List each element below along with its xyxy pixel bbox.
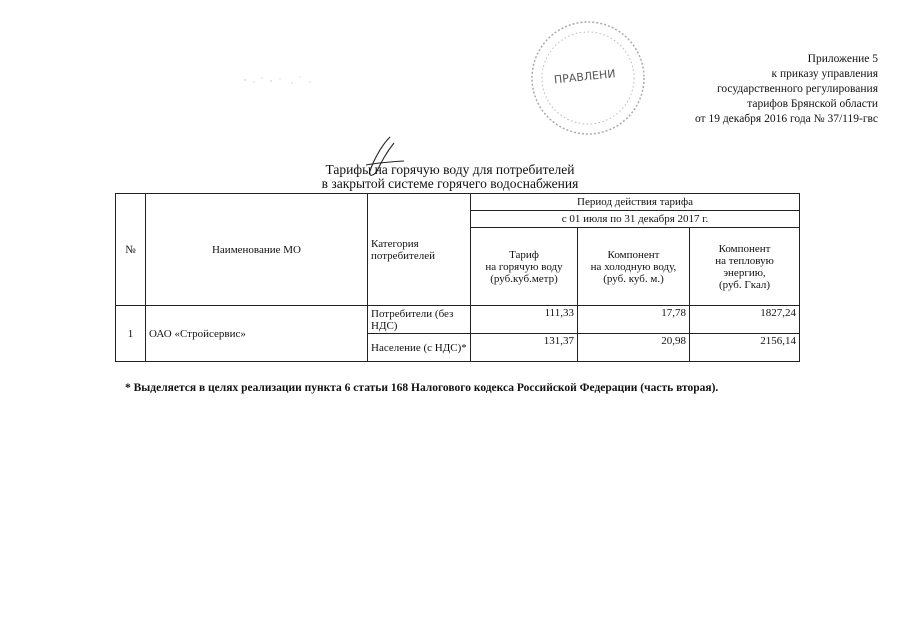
- appendix-header: [695, 52, 878, 127]
- row-heat: 2156,14: [690, 334, 800, 362]
- svg-text:ПРАВЛЕНИ: ПРАВЛЕНИ: [553, 67, 617, 87]
- row-tariff: 111,33: [471, 306, 578, 334]
- appendix-line: государственного регулирования: [716, 83, 878, 95]
- row-category: Потребители (без НДС): [368, 306, 471, 334]
- header-period: Период действия тарифа: [471, 194, 800, 211]
- row-cold: 17,78: [578, 306, 690, 334]
- row-name: ОАО «Стройсервис»: [146, 306, 368, 362]
- row-tariff: 131,37: [471, 334, 578, 362]
- row-cold: 20,98: [578, 334, 690, 362]
- footnote: * Выделяется в целях реализации пункта 6 статьи 168 Налогового кодекса Российской Федерации (часть вторая).: [125, 382, 719, 394]
- appendix-line: от 19 декабря 2016 года № 37/119-гвс: [694, 113, 878, 125]
- appendix-line: к приказу управления: [771, 68, 878, 80]
- header-name: Наименование МО: [146, 194, 368, 306]
- row-category: Население (с НДС)*: [368, 334, 471, 362]
- table-header-row: [116, 194, 800, 211]
- header-cold-component: Компонент на холодную воду, (руб. куб. м.): [578, 228, 690, 306]
- official-stamp: [528, 18, 648, 138]
- header-heat-component: Компонент на тепловую энергию, (руб. Гкал): [690, 228, 800, 306]
- table-row: [116, 306, 800, 334]
- appendix-line: тарифов Брянской области: [747, 98, 878, 110]
- tariff-table: [115, 193, 800, 362]
- header-category: Категория потребителей: [368, 194, 471, 306]
- title-line: в закрытой системе горячего водоснабжения: [321, 176, 579, 191]
- row-num: 1: [116, 306, 146, 362]
- appendix-line: Приложение 5: [807, 53, 878, 65]
- header-period-dates: с 01 июля по 31 декабря 2017 г.: [471, 211, 800, 228]
- row-heat: 1827,24: [690, 306, 800, 334]
- header-tariff: Тариф на горячую воду (руб.куб.метр): [471, 228, 578, 306]
- document-title: [250, 163, 650, 191]
- header-num: №: [116, 194, 146, 306]
- scan-noise: [240, 70, 320, 90]
- title-line: Тарифы на горячую воду для потребителей: [325, 162, 575, 177]
